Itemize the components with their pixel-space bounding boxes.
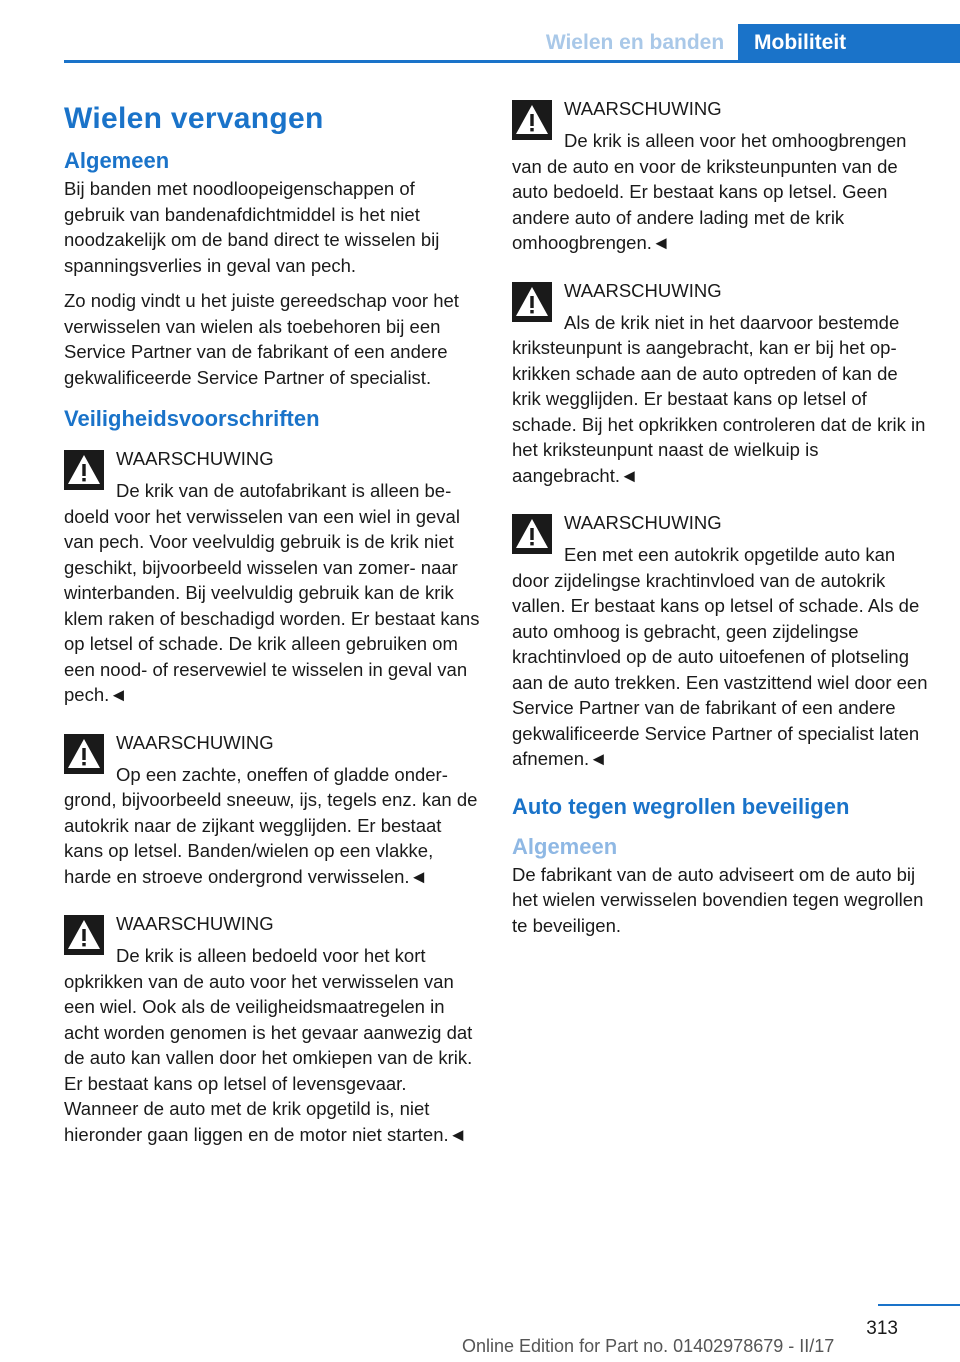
warning-block [64, 911, 480, 1147]
warning-block [64, 446, 480, 708]
warning-label: WAARSCHUWING [116, 731, 274, 753]
chapter-tab[interactable]: Mobiliteit [738, 24, 960, 62]
section-tab[interactable]: Wielen en banden [545, 31, 725, 54]
warning-text: Op een zachte, oneffen of gladde ondergrond, bijvoorbeeld sneeuw, ijs, tegels enz. kan de autokrik naar de zijkant wegglijden. Er bestaat kans op letsel. Banden/wielen op een vlakke, harde en stroeve ondergrond verwisselen.◄ [64, 763, 478, 887]
warning-text: De krik van de autofabrikant is alleen bedoeld voor het verwisselen van een wiel in geval van pech. Voor veelvuldig gebruik is de krik niet geschikt, bijvoorbeeld wisselen van zomer- naar winterbanden. Bij veelvuldig gebruik kan de krik klem raken of beschadigd worden. Er bestaat kans op letsel of schade. De krik alleen gebruiken om een nood- of reservewiel te wisselen in geval van pech.◄ [64, 480, 480, 705]
warning-block [512, 96, 928, 256]
right-column [512, 96, 928, 948]
page-title: Wielen vervangen [64, 102, 324, 135]
general-paragraph-1: Bij banden met noodloopeigenschappen of gebruik van bandenafdichtmiddel is het niet noodzakelijk om de band direct te wisselen bij spanningsverlies in geval van pech. [64, 178, 440, 276]
warning-text: De krik is alleen voor het omhoogbrengen van de auto en voor de kriksteunpunten van de auto bedoeld. Er bestaat kans op letsel. Geen andere auto of andere lading met de krik omhoogbrengen.◄ [512, 130, 907, 253]
warning-text: De krik is alleen bedoeld voor het kort opkrikken van de auto voor het verwisselen van een wiel. Ook als de veiligheidsmaatregelen in acht worden genomen is het gevaar aanwezig dat de auto kan vallen door het omkiepen van de krik. Er bestaat kans op letsel of levensgevaar. Wanneer de auto met de krik opgetild is, niet hieronder gaan liggen en de motor niet starten.◄ [64, 945, 473, 1145]
left-column [64, 96, 480, 1169]
warning-label: WAARSCHUWING [116, 448, 274, 469]
warning-block [512, 510, 928, 772]
rolling-heading: Auto tegen wegrollen beveiligen [512, 793, 850, 819]
general-heading-right: Algemeen [512, 833, 618, 859]
edition-footer: Online Edition for Part no. 01402978679 - II/17 [462, 1336, 835, 1356]
warning-triangle-icon [512, 100, 552, 140]
general-heading: Algemeen [64, 148, 170, 173]
warning-text: Een met een autokrik opgetilde auto kan door zijdelingse krachtinvloed van de autokrik vallen. Er bestaat kans op letsel of schade. Als de auto omhoog is gebracht, geen zijdelingse krachtinvloed op de auto uitoefenen of plotseling aan de auto trekken. Een vastzittend wiel door een Service Partner van de fabrikant of een andere gekwalificeerde Service Partner of specialist laten afnemen.◄ [512, 544, 928, 769]
warning-block [64, 730, 480, 890]
rolling-paragraph: De fabrikant van de auto adviseert om de auto bij het wielen verwisselen bovendien tegen wegrollen te beveiligen. [512, 863, 924, 936]
page-number: 313 [866, 1318, 898, 1339]
general-paragraph-2: Zo nodig vindt u het juiste gereedschap voor het verwisselen van wielen als toebehoren bij een Service Partner van de fabrikant of een andere gekwalificeerde Service Partner of specialist. [64, 290, 459, 388]
warning-text: Als de krik niet in het daarvoor bestemde kriksteunpunt is aangebracht, kan er bij het opkrikken schade aan de auto optreden of kan de krik wegglijden. Er bestaat kans op letsel of schade. Bij het opkrikken controleren dat de krik in het kriksteunpunt naast de wielkuip is aangebracht.◄ [512, 311, 926, 486]
warning-label: WAARSCHUWING [564, 279, 722, 301]
warning-triangle-icon [512, 514, 552, 554]
warning-block [512, 278, 928, 489]
warning-triangle-icon [64, 915, 104, 955]
footer-rule [878, 1304, 960, 1306]
warning-triangle-icon [64, 734, 104, 774]
warning-label: WAARSCHUWING [564, 512, 722, 533]
warning-triangle-icon [512, 282, 552, 322]
warning-label: WAARSCHUWING [564, 98, 722, 119]
warning-triangle-icon [64, 450, 104, 490]
safety-heading: Veiligheidsvoorschriften [64, 406, 320, 431]
warning-label: WAARSCHUWING [116, 913, 274, 934]
